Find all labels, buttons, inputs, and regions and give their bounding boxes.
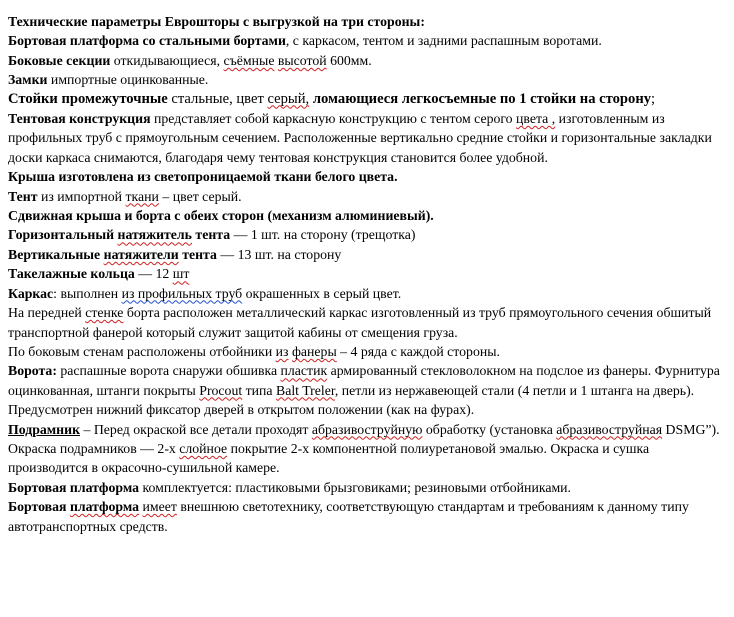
paragraph-frame: Каркас: выполнен из профильных труб окрашенных в серый цвет. [8, 285, 402, 301]
paragraph-side-walls: По боковым стенам расположены отбойники из фанеры – 4 ряда с каждой стороны. [8, 343, 500, 359]
paragraph-door-latch: Предусмотрен нижний фиксатор дверей в открытом положении (как на фурах). [8, 402, 475, 418]
paragraph-locks: Замки импортные оцинкованные. [8, 72, 209, 88]
paragraph-posts: Стойки промежуточные стальные, цвет серый, ломающиеся легкосъемные по 1 стойки на сторону; [8, 90, 656, 107]
paragraph-platform: Бортовая платформа со стальными бортами, с каркасом, тентом и задними распашным воротами. [8, 33, 602, 49]
paragraph-horizontal-tensioner: Горизонтальный натяжитель тента — 1 шт. на сторону (трещотка) [8, 227, 416, 243]
paragraph-vertical-tensioners: Вертикальные натяжители тента — 13 шт. на сторону [8, 246, 342, 262]
paragraph-sliding-roof: Сдвижная крыша и борта с обеих сторон (механизм алюминиевый). [8, 208, 434, 224]
paragraph-tent: Тент из импортной ткани – цвет серый. [8, 188, 242, 204]
paragraph-subframe: Подрамник – Перед окраской все детали проходят абразивоструйную обработку (установка абразивоструйная DSMG”). Окраска подрамников — 2-х слойное покрытие 2-х компонентной полиуретановой эмалью. Окраска и сушка производится в окрасочно-сушильной камере. [8, 421, 720, 476]
paragraph-front-wall: На передней стенке борта расположен металлический каркас изготовленный из труб прямоугольного сечения обшитый транспортной фанерой который служит защитой кабины от смещения груза. [8, 305, 712, 340]
paragraph-gates: Ворота: распашные ворота снаружи обшивка пластик армированный стекловолокном на подслое из фанеры. Фурнитура оцинкованная, штанги покрыты Procout типа Balt Treler, петли из нержавеющей стали (4 петли и 1 штанга на дверь). [8, 363, 720, 398]
document-body [8, 12, 728, 536]
document-title: Технические параметры Еврошторы с выгрузкой на три стороны: [8, 14, 425, 29]
paragraph-equipment: Бортовая платформа комплектуется: пластиковыми брызговиками; резиновыми отбойниками. [8, 479, 572, 495]
paragraph-side-sections: Боковые секции откидывающиеся, съёмные высотой 600мм. [8, 52, 372, 68]
paragraph-rigging-rings: Такелажные кольца — 12 шт [8, 266, 190, 282]
paragraph-lighting: Бортовая платформа имеет внешнюю светотехнику, соответствующую стандартам и требованиям к данному типу автотранспортных средств. [8, 499, 689, 534]
paragraph-roof: Крыша изготовлена из светопроницаемой ткани белого цвета. [8, 169, 398, 185]
paragraph-tent-construction: Тентовая конструкция представляет собой каркасную конструкцию с тентом серого цвета , изготовленным из профильных труб с прямоугольным сечением. Расположенные вертикально средние стойки и горизонтальные закладки доски каркаса снимаются, благодаря чему тентовая конструкция становится более удобной. [8, 111, 712, 165]
